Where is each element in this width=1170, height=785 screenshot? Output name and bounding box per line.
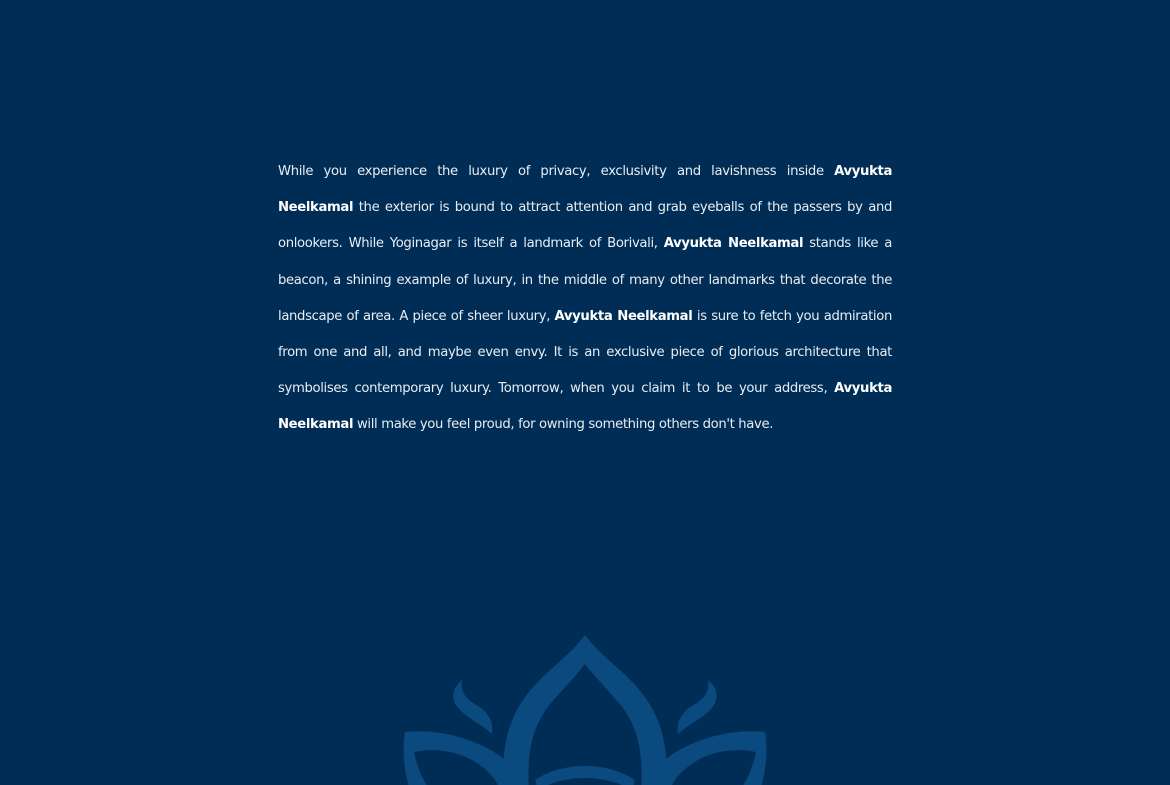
project-name: Avyukta Neelkamal bbox=[278, 164, 892, 216]
text-run: the exterior is bound to attract attention and grab eyeballs of the passers by and onlookers. While Yoginagar is itself a landmark of Borivali, bbox=[278, 200, 892, 252]
body-paragraph bbox=[278, 154, 892, 444]
project-name: Avyukta Neelkamal bbox=[554, 308, 693, 324]
lotus-icon bbox=[400, 630, 770, 785]
text-run: stands like a beacon, a shining example of luxury, in the middle of many other landmarks that decorate the landscape of area. A piece of sheer luxury, bbox=[278, 236, 892, 324]
project-name: Avyukta Neelkamal bbox=[278, 381, 892, 433]
text-run: While you experience the luxury of privacy, exclusivity and lavishness inside bbox=[278, 164, 835, 179]
text-run: is sure to fetch you admiration from one and all, and maybe even envy. It is an exclusive piece of glorious architecture that symbolises contemporary luxury. Tomorrow, when you claim it to be your address, bbox=[278, 308, 892, 397]
project-name: Avyukta Neelkamal bbox=[663, 236, 804, 252]
text-run: will make you feel proud, for owning something others don't have. bbox=[353, 417, 774, 433]
